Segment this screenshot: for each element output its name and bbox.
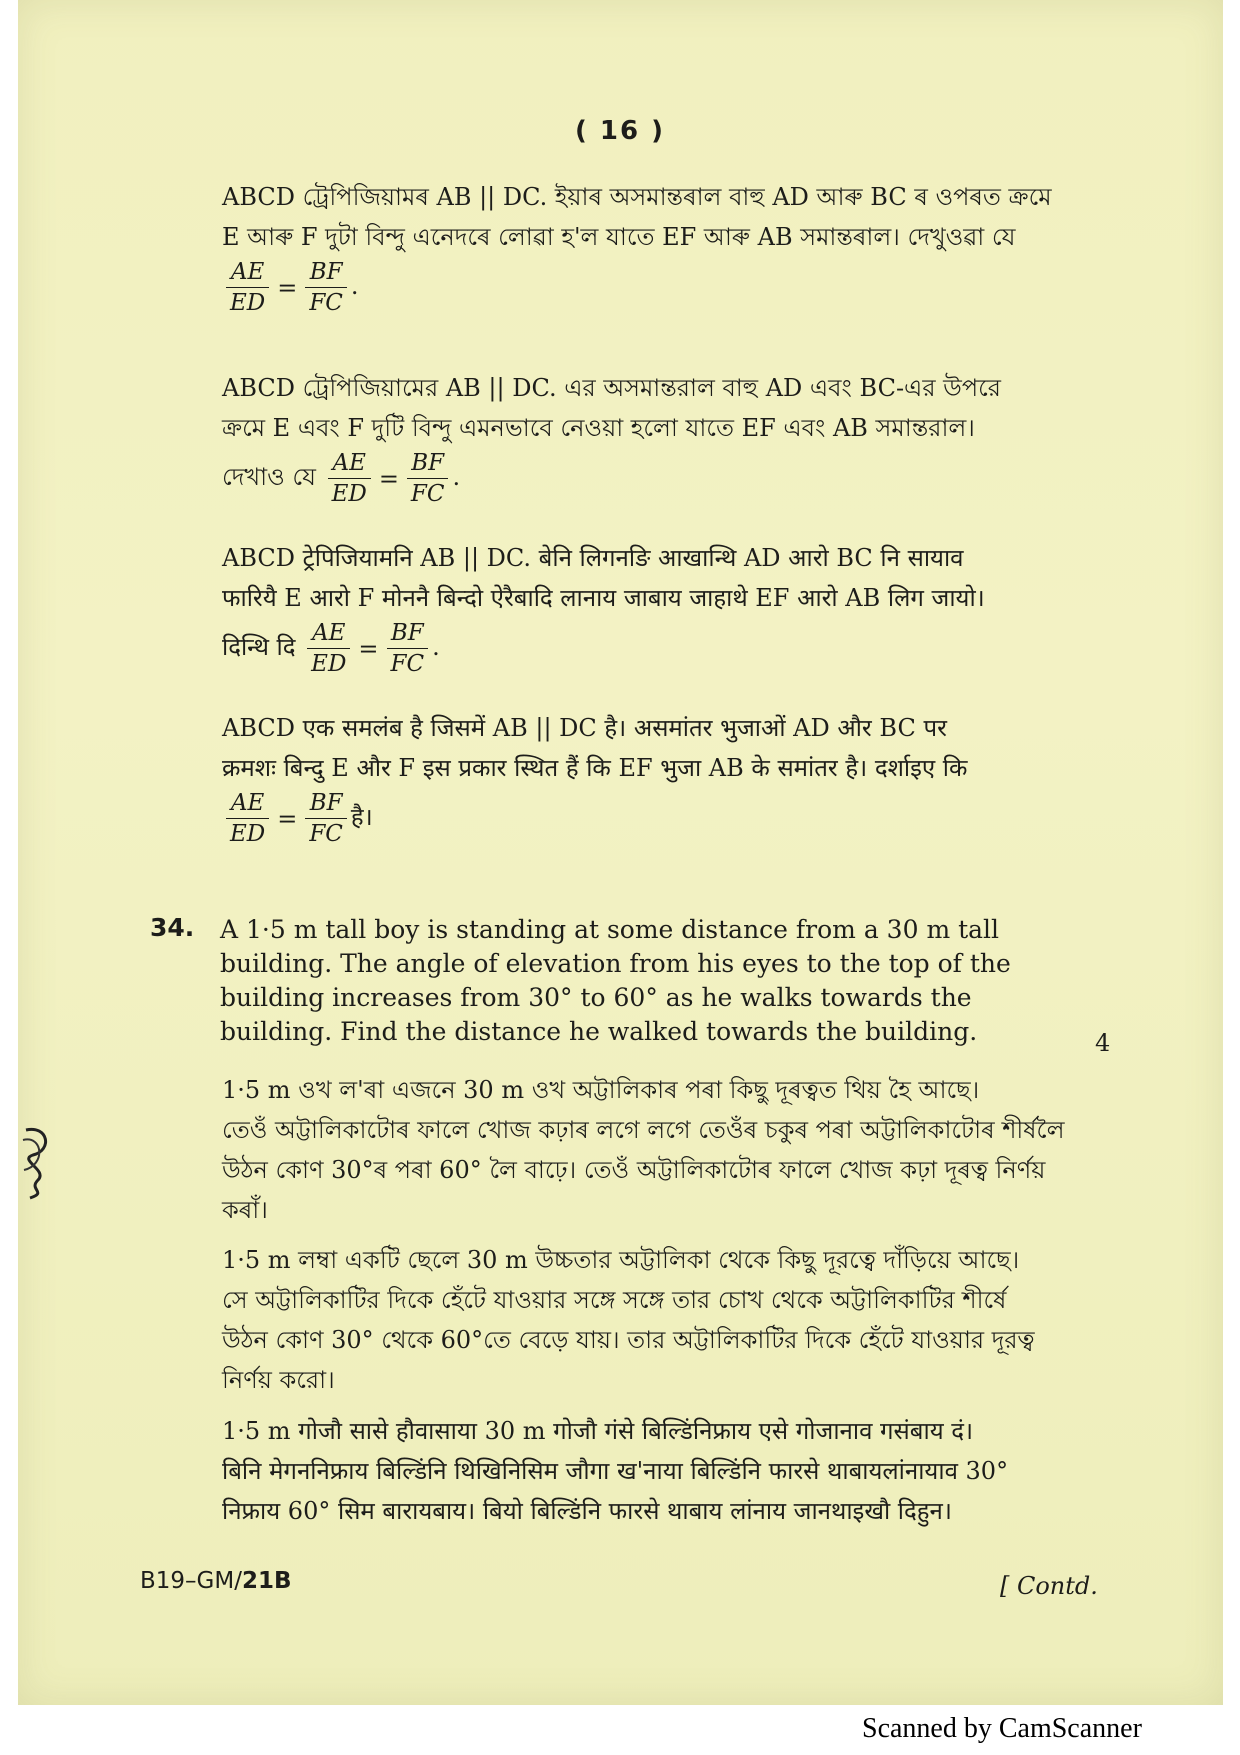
fraction-suffix: है।: [350, 803, 373, 831]
fraction-row: [222, 788, 1062, 862]
paper-code-bold: 21B: [241, 1568, 292, 1594]
text-line: নির্ণয় করো।: [222, 1366, 335, 1394]
ink-scribble: [18, 1120, 58, 1200]
q34-bodo-block: [222, 1411, 1062, 1531]
text-line: 1·5 m লম্বা একটি ছেলে 30 m উচ্চতার অট্টালিকা থেকে কিছু দূরত্বে দাঁড়িয়ে আছে।: [222, 1246, 1020, 1274]
page-number: ( 16 ): [574, 116, 666, 146]
fraction-denominator: ED: [311, 651, 347, 677]
text-line: 1·5 m गोजौ सासे हौवासाया 30 m गोजौ गंसे बिल्डिंनिफ्राय एसे गोजानाव गसंबाय दं।: [222, 1417, 974, 1445]
fraction-numerator: AE: [307, 618, 350, 649]
fraction-numerator: BF: [305, 788, 347, 819]
q33-assamese-block: [222, 177, 1062, 331]
fraction-numerator: AE: [226, 257, 269, 288]
q33-bodo-block: [222, 538, 1062, 692]
fraction-denominator: ED: [331, 481, 367, 507]
fraction-denominator: FC: [390, 651, 425, 677]
text-line: সে অট্টালিকাটির দিকে হেঁটে যাওয়ার সঙ্গে সঙ্গে তার চোখ থেকে অট্টালিকাটির শীর্ষে: [222, 1286, 1007, 1314]
fraction-prefix: दिन्थि दि: [222, 633, 296, 661]
fraction-ae-ed: [307, 618, 350, 679]
text-line: ক্রমে E এবং F দুটি বিন্দু এমনভাবে নেওয়া হলো যাতে EF এবং AB সমান্তরাল।: [222, 414, 975, 442]
fraction-ae-ed: [226, 257, 269, 318]
fraction-denominator: FC: [410, 481, 445, 507]
fraction-ae-ed: [226, 788, 269, 849]
text-line: তেওঁ অট্টালিকাটোৰ ফালে খোজ কঢ়াৰ লগে লগে তেওঁৰ চকুৰ পৰা অট্টালিকাটোৰ শীৰ্ষলৈ: [222, 1116, 1065, 1144]
fraction-suffix: .: [452, 463, 461, 491]
fraction-denominator: ED: [230, 821, 266, 847]
text-line: ABCD ट्रेपिजियामनि AB || DC. बेनि लिगनङि आखान्थि AD आरो BC नि सायाव: [222, 544, 964, 572]
text-line: बिनि मेगननिफ्राय बिल्डिंनि थिखिनिसिम जौगा ख'नाया बिल्डिंनि फारसे थाबायलांनायाव 30°: [222, 1457, 1009, 1485]
question-marks: 4: [1095, 1029, 1111, 1057]
text-line: উঠন কোণ 30°ৰ পৰা 60° লৈ বাঢ়ে। তেওঁ অট্টালিকাটোৰ ফালে খোজ কঢ়া দূৰত্ব নিৰ্ণয়: [222, 1156, 1046, 1184]
text-line: উঠন কোণ 30° থেকে 60°তে বেড়ে যায়। তার অট্টালিকাটির দিকে হেঁটে যাওয়ার দূরত্ব: [222, 1326, 1035, 1354]
text-line: A 1·5 m tall boy is standing at some distance from a 30 m tall: [220, 915, 1000, 944]
fraction-numerator: AE: [328, 448, 371, 479]
equals-sign: =: [378, 464, 399, 493]
text-line: E আৰু F দুটা বিন্দু এনেদৰে লোৱা হ'ল যাতে EF আৰু AB সমান্তৰাল। দেখুওৱা যে: [222, 223, 1016, 251]
text-line: क्रमशः बिन्दु E और F इस प्रकार स्थित हैं कि EF भुजा AB के समांतर है। दर्शाइए कि: [222, 754, 968, 782]
fraction-numerator: BF: [407, 448, 449, 479]
paper-code: [140, 1568, 292, 1594]
fraction-bf-fc: [387, 618, 429, 679]
text-line: building. The angle of elevation from his eyes to the top of the: [220, 949, 1011, 978]
q34-assamese-block: [222, 1070, 1065, 1230]
text-line: ABCD ট্ৰেপিজিয়ামৰ AB || DC. ইয়াৰ অসমান্তৰাল বাহু AD আৰু BC ৰ ওপৰত ক্ৰমে: [222, 183, 1052, 211]
scan-margin: [1223, 0, 1240, 1705]
fraction-row: [222, 257, 1062, 331]
paper-code-prefix: B19–GM/: [140, 1568, 242, 1594]
text-line: কৰাঁ।: [222, 1196, 268, 1224]
q34-english-block: [220, 913, 1060, 1049]
fraction-suffix: .: [350, 272, 359, 300]
fraction-numerator: AE: [226, 788, 269, 819]
fraction-bf-fc: [305, 257, 347, 318]
text-line: 1·5 m ওখ ল'ৰা এজনে 30 m ওখ অট্টালিকাৰ পৰা কিছু দূৰত্বত থিয় হৈ আছে।: [222, 1076, 980, 1104]
fraction-numerator: BF: [305, 257, 347, 288]
text-line: फारियै E आरो F मोननै बिन्दो ऐरैबादि लानाय जाबाय जाहाथे EF आरो AB लिग जायो।: [222, 584, 985, 612]
camscanner-watermark: Scanned by CamScanner: [862, 1713, 1142, 1744]
text-line: निफ्राय 60° सिम बारायबाय। बियो बिल्डिंनि फारसे थाबाय लांनाय जानथाइखौ दिहुन।: [222, 1497, 952, 1525]
fraction-row: [222, 618, 1062, 692]
equals-sign: =: [277, 273, 298, 302]
q33-hindi-block: [222, 708, 1062, 862]
q33-bengali-block: [222, 368, 1062, 522]
fraction-suffix: .: [432, 633, 440, 661]
equals-sign: =: [358, 634, 379, 663]
text-line: building increases from 30° to 60° as he walks towards the: [220, 983, 972, 1012]
fraction-numerator: BF: [387, 618, 429, 649]
q34-bengali-block: [222, 1240, 1062, 1400]
fraction-bf-fc: [305, 788, 347, 849]
fraction-denominator: FC: [309, 821, 343, 847]
text-line: ABCD ট্রেপিজিয়ামের AB || DC. এর অসমান্তরাল বাহু AD এবং BC-এর উপরে: [222, 374, 1001, 402]
fraction-denominator: FC: [309, 290, 343, 316]
continued-label: [ Contd.: [1000, 1572, 1098, 1600]
fraction-ae-ed: [328, 448, 371, 509]
text-line: building. Find the distance he walked towards the building.: [220, 1017, 978, 1046]
equals-sign: =: [277, 804, 298, 833]
question-number: 34.: [150, 913, 195, 942]
fraction-bf-fc: [407, 448, 449, 509]
text-line: ABCD एक समलंब है जिसमें AB || DC है। असमांतर भुजाओं AD और BC पर: [222, 714, 947, 742]
fraction-prefix: দেখাও যে: [222, 463, 316, 491]
fraction-denominator: ED: [230, 290, 266, 316]
fraction-row: [222, 448, 1062, 522]
